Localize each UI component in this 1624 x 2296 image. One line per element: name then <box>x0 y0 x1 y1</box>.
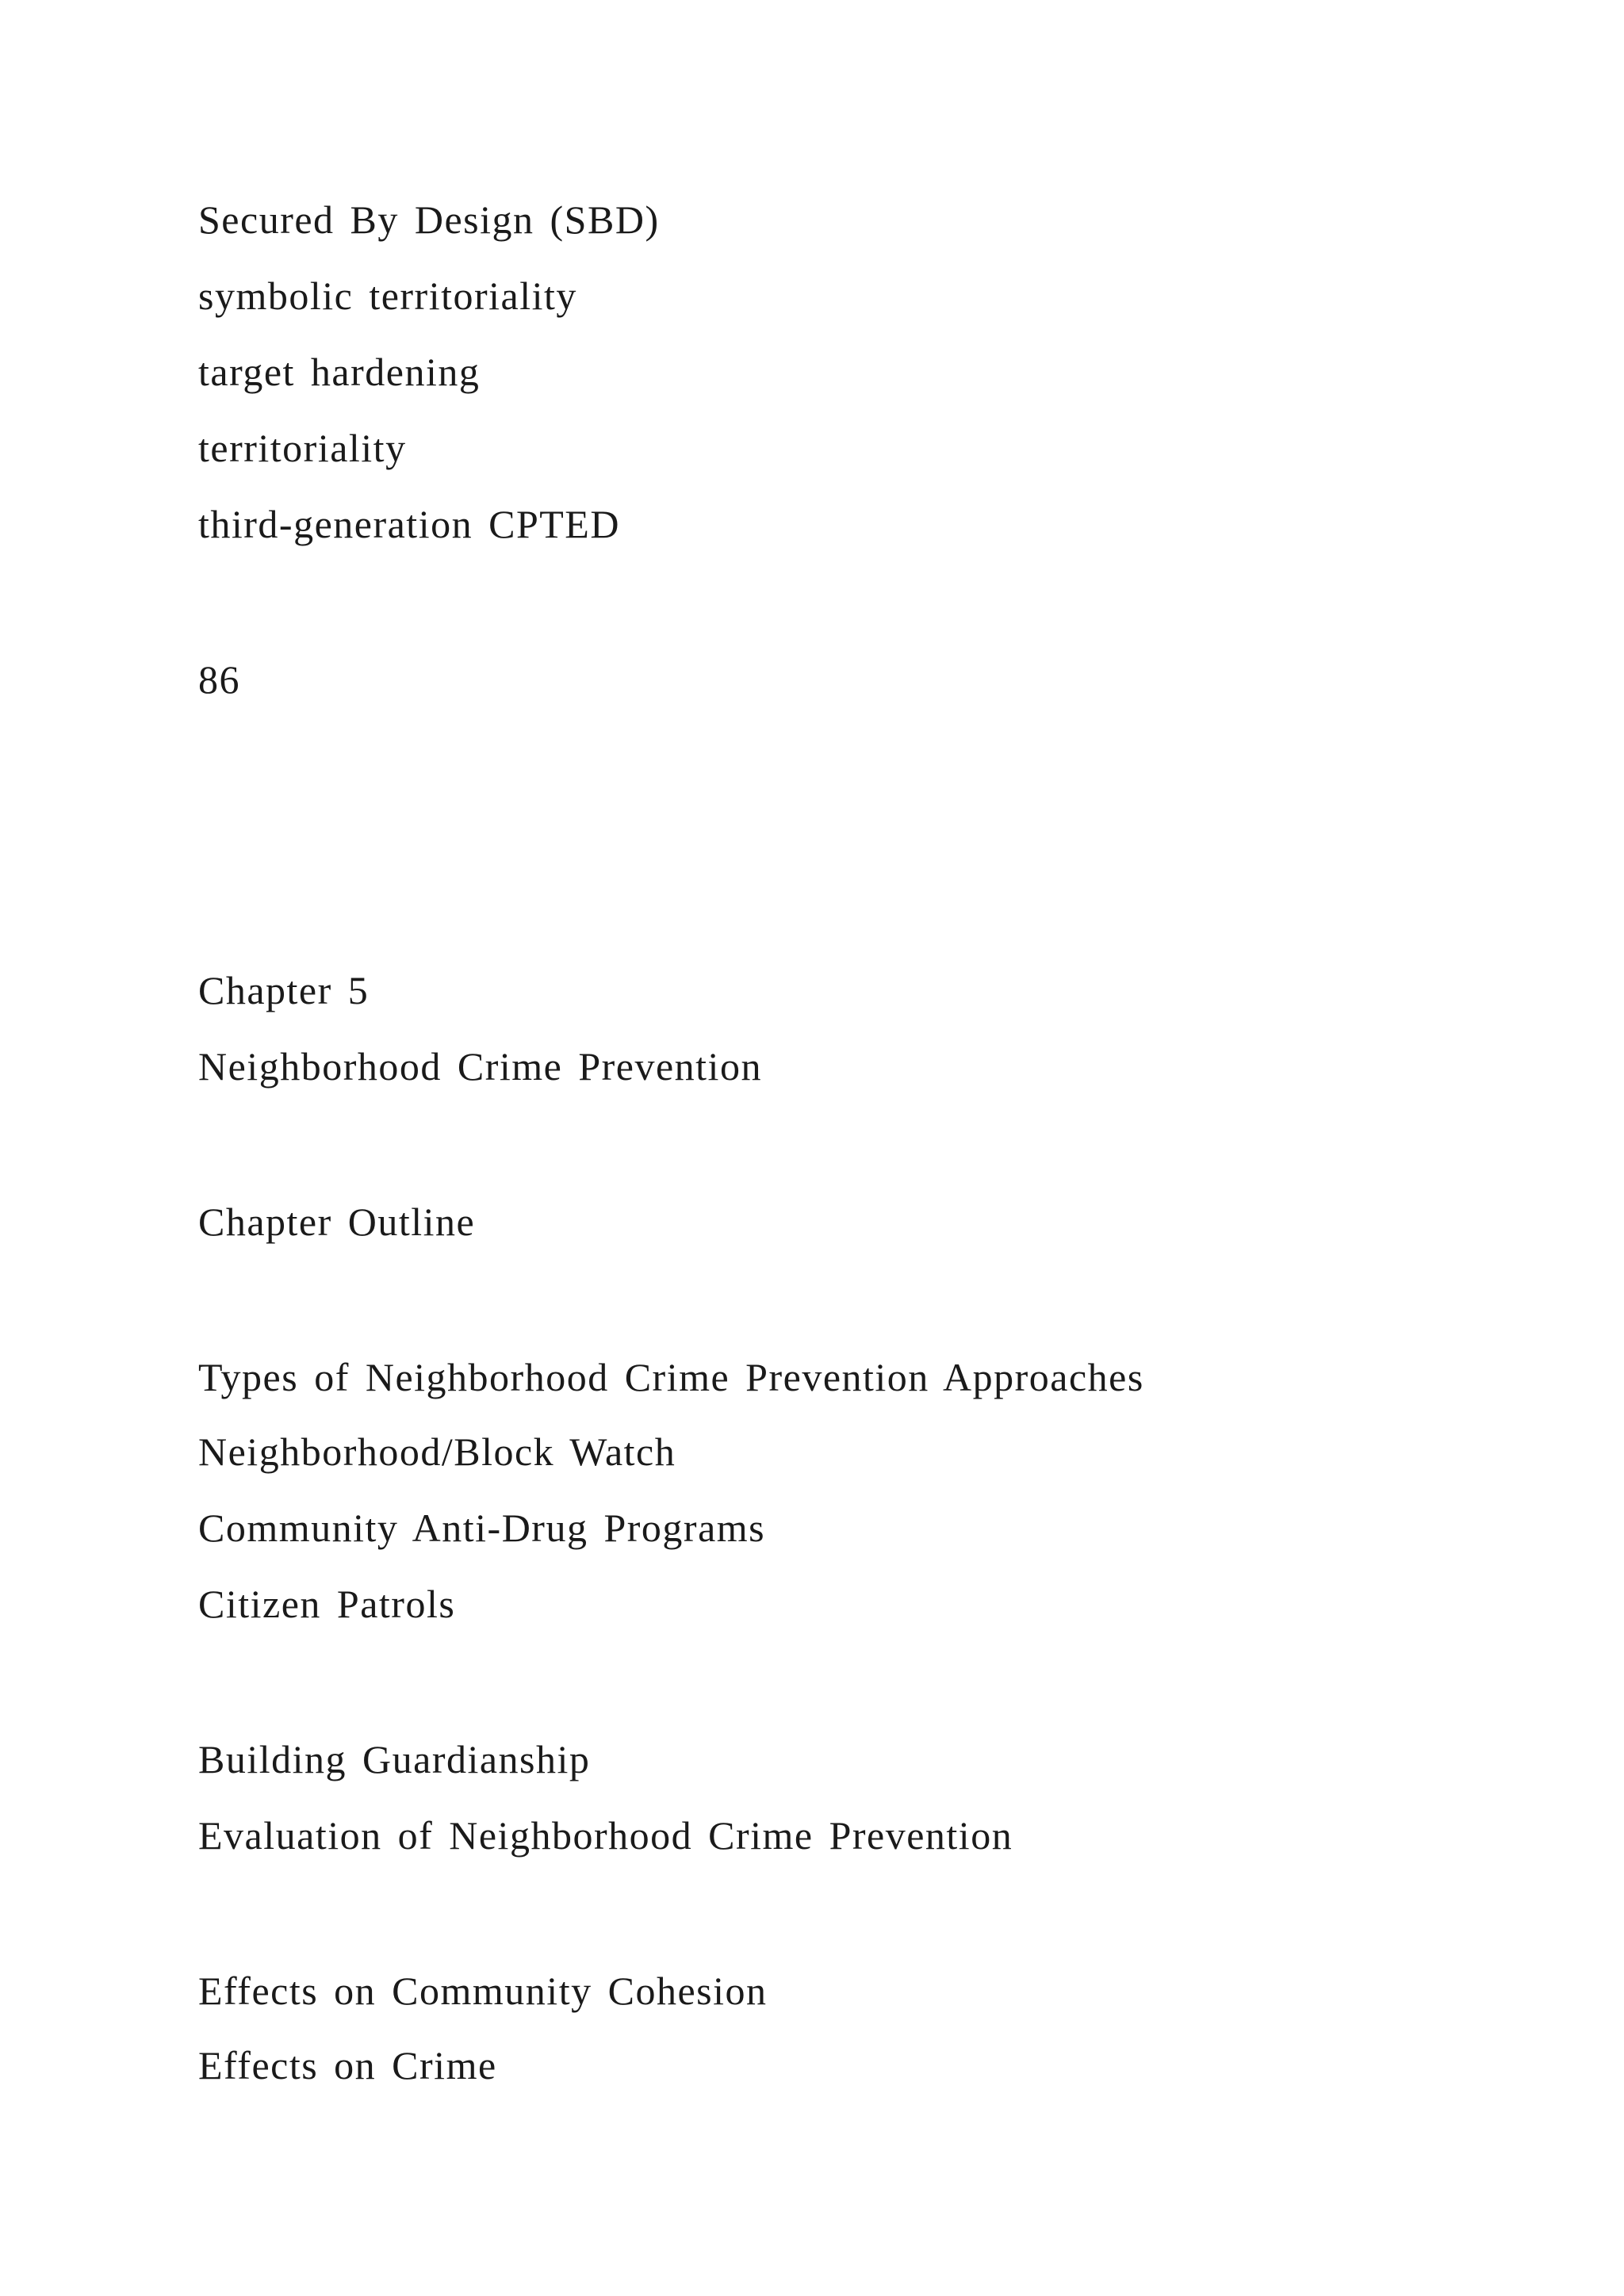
chapter-label: Chapter 5 <box>198 968 370 1012</box>
chapter-title: Neighborhood Crime Prevention <box>198 1044 762 1089</box>
outline-item: Neighborhood/Block Watch <box>198 1429 676 1474</box>
key-term-secured-by-design: Secured By Design (SBD) <box>198 197 660 242</box>
key-term-target-hardening: target hardening <box>198 350 481 394</box>
outline-item: Evaluation of Neighborhood Crime Prevention <box>198 1813 1013 1858</box>
outline-item: Citizen Patrols <box>198 1582 456 1626</box>
outline-item: Community Anti-Drug Programs <box>198 1506 766 1550</box>
outline-item: Effects on Crime <box>198 2043 497 2087</box>
outline-item: Effects on Community Cohesion <box>198 1969 768 2013</box>
key-term-third-generation-cpted: third-generation CPTED <box>198 502 620 546</box>
key-term-territoriality: territoriality <box>198 426 407 470</box>
outline-heading: Chapter Outline <box>198 1200 476 1244</box>
outline-item: Types of Neighborhood Crime Prevention Approaches <box>198 1355 1144 1399</box>
page-number: 86 <box>198 657 240 702</box>
key-term-symbolic-territoriality: symbolic territoriality <box>198 274 577 318</box>
outline-item: Building Guardianship <box>198 1737 591 1781</box>
